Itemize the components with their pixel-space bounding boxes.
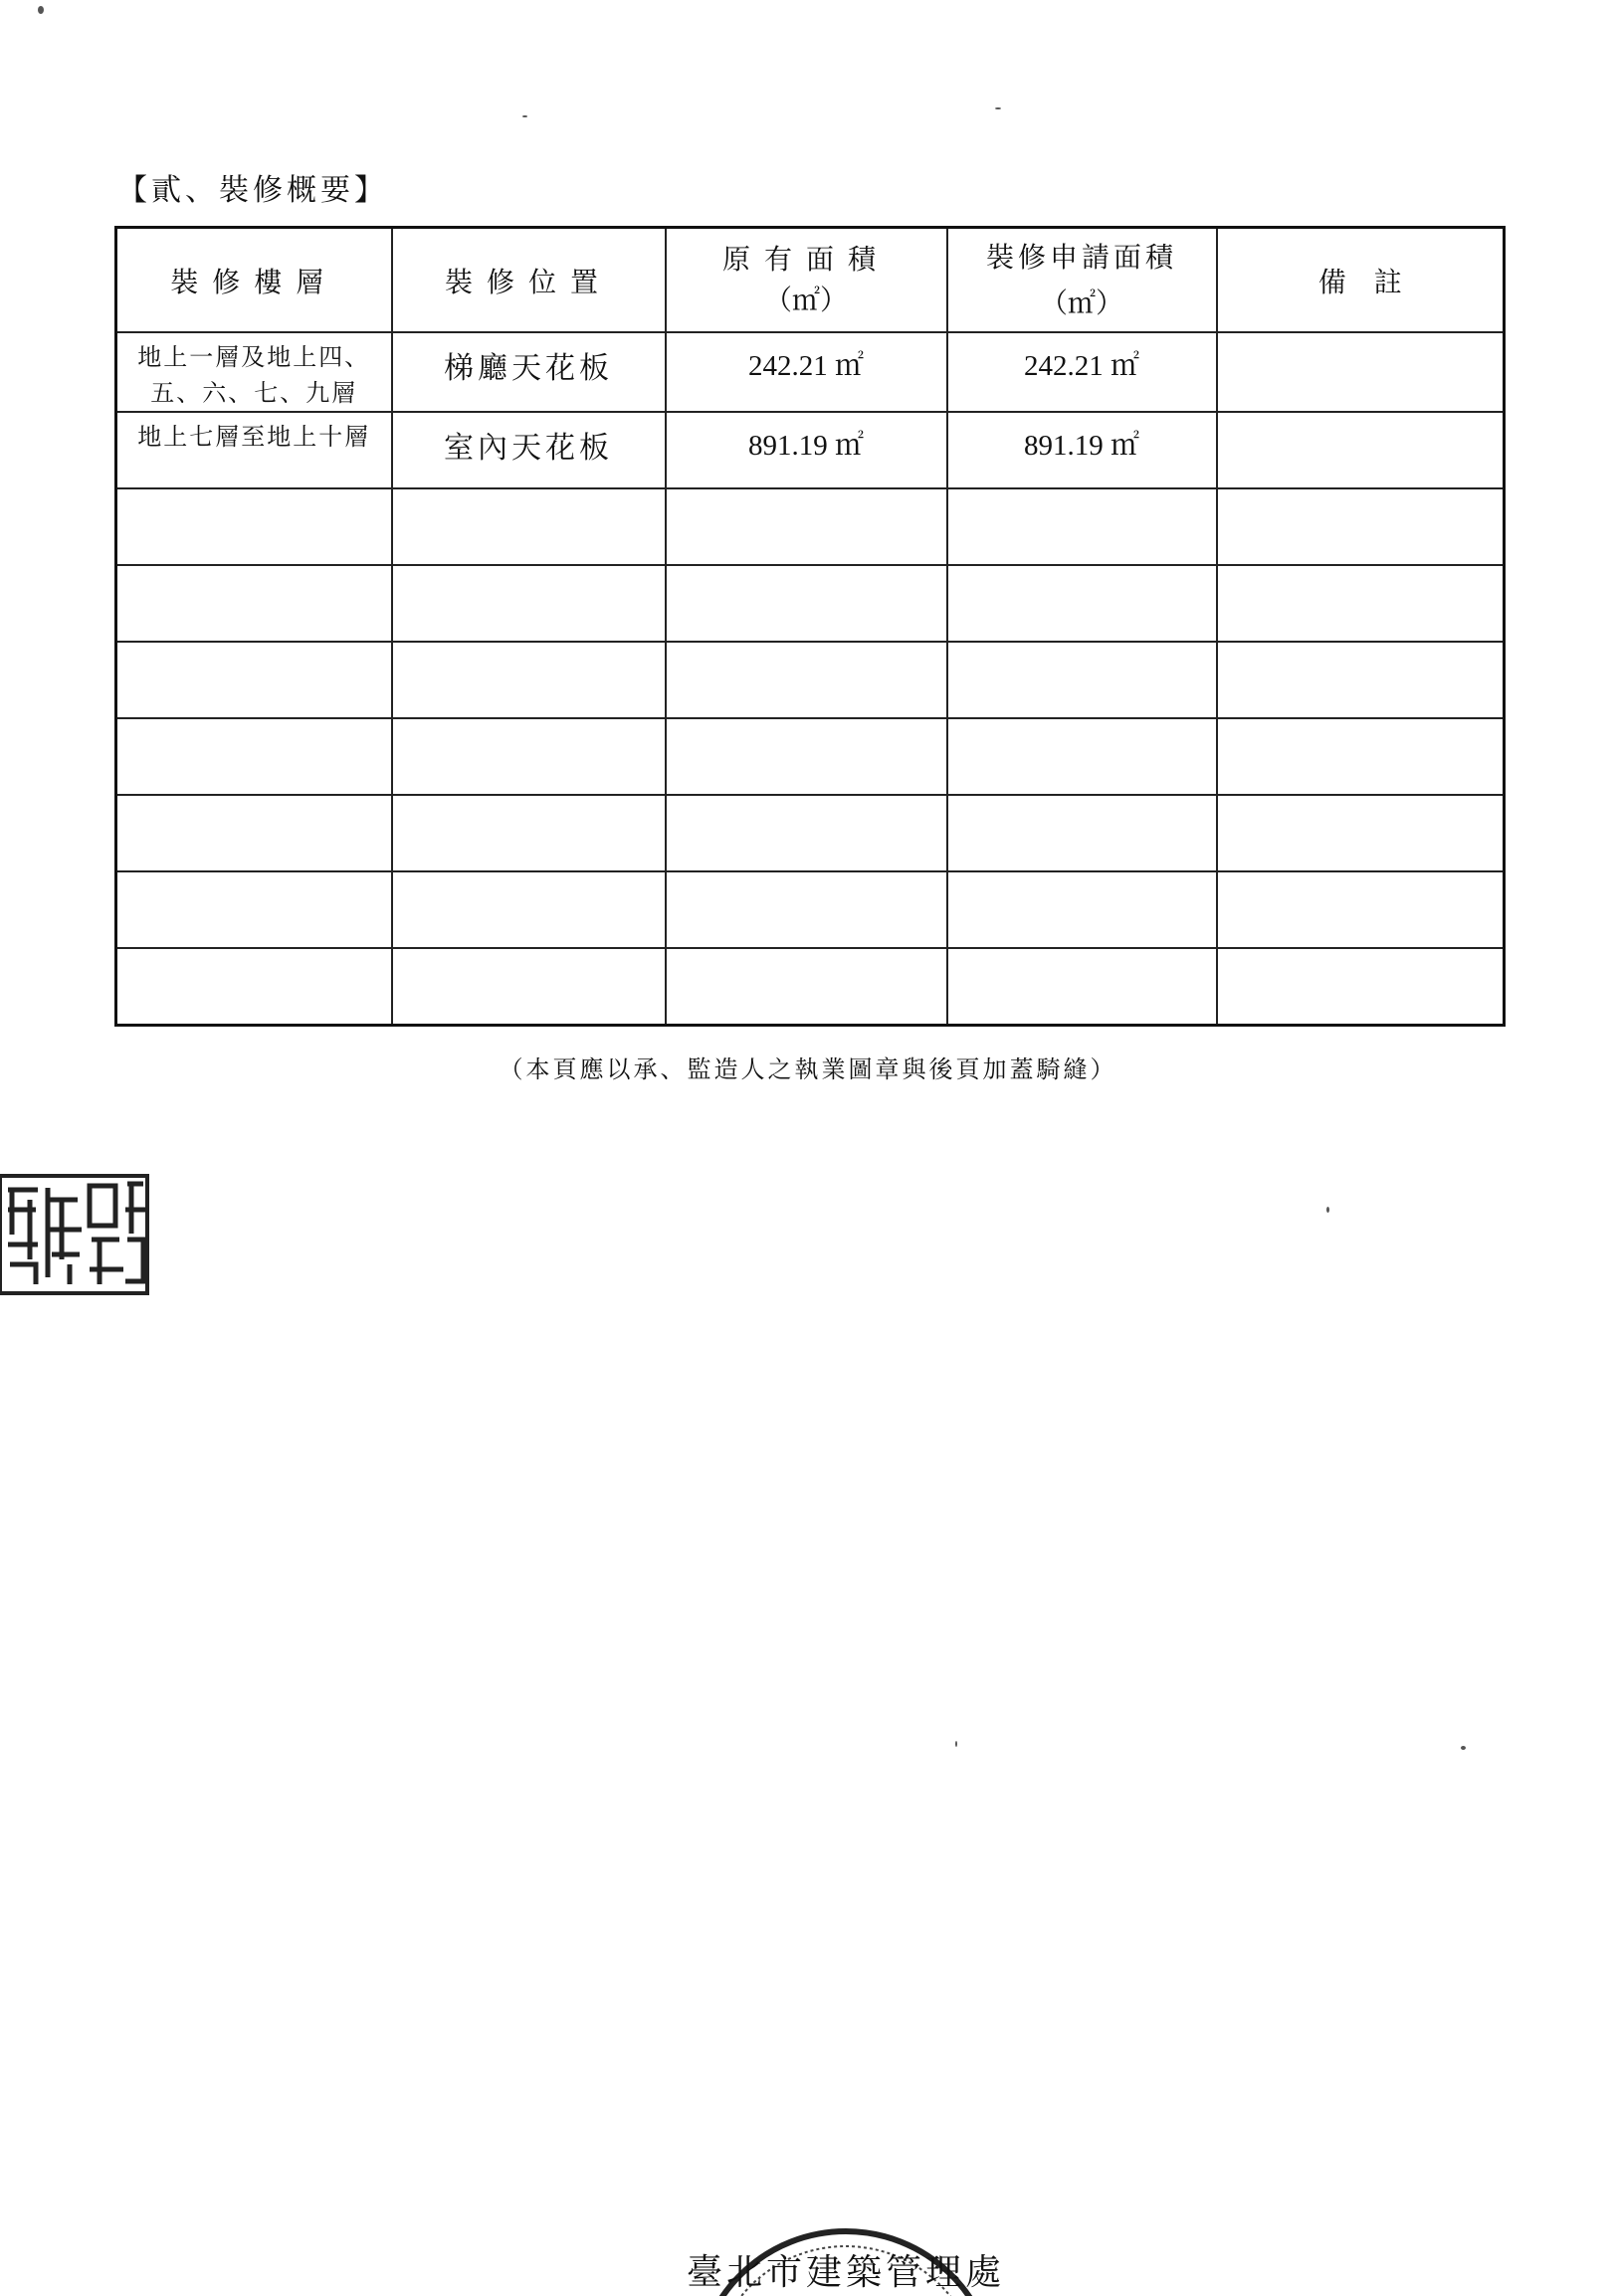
svg-text:臺北市建築管理處: 臺北市建築管理處 bbox=[686, 2252, 1006, 2293]
cell-original-area: 242.21 ㎡ bbox=[666, 332, 947, 412]
renovation-summary-table bbox=[114, 226, 1506, 1027]
scan-speck bbox=[995, 107, 1001, 109]
scan-speck bbox=[522, 115, 527, 117]
cell-applied-area: 242.21 ㎡ bbox=[947, 332, 1217, 412]
empty-row bbox=[116, 488, 1505, 565]
scan-speck bbox=[1326, 1207, 1329, 1213]
scan-speck bbox=[955, 1741, 957, 1747]
cell-applied-area: 891.19 ㎡ bbox=[947, 412, 1217, 488]
empty-row bbox=[116, 565, 1505, 642]
empty-row bbox=[116, 718, 1505, 795]
cell-location: 梯廳天花板 bbox=[392, 332, 666, 412]
header-original-area: 原有面積 （㎡） bbox=[666, 228, 947, 333]
header-applied-area: 裝修申請面積 （㎡） bbox=[947, 228, 1217, 333]
scan-speck bbox=[1461, 1746, 1466, 1750]
scan-speck bbox=[38, 6, 44, 14]
empty-row bbox=[116, 871, 1505, 948]
cell-remarks bbox=[1217, 332, 1505, 412]
header-original-area-unit: （㎡） bbox=[763, 283, 848, 316]
table-row bbox=[116, 332, 1505, 412]
header-location: 裝修位置 bbox=[392, 228, 666, 333]
footnote: （本頁應以承、監造人之執業圖章與後頁加蓋騎縫） bbox=[499, 1055, 1117, 1083]
empty-row bbox=[116, 948, 1505, 1026]
cell-floor: 地上七層至地上十層 bbox=[116, 412, 392, 488]
cell-original-area: 891.19 ㎡ bbox=[666, 412, 947, 488]
cell-location: 室內天花板 bbox=[392, 412, 666, 488]
seal-stamp-left bbox=[0, 1170, 151, 1299]
cell-remarks bbox=[1217, 412, 1505, 488]
header-applied-area-unit: （㎡） bbox=[1039, 286, 1123, 319]
header-remarks: 備 註 bbox=[1217, 228, 1505, 333]
table-header-row bbox=[116, 228, 1505, 333]
empty-row bbox=[116, 642, 1505, 718]
seal-stamp-bottom bbox=[657, 2206, 1035, 2296]
table-row bbox=[116, 412, 1505, 488]
section-title: 【貳、裝修概要】 bbox=[117, 173, 388, 208]
cell-floor: 地上一層及地上四、 五、六、七、九層 bbox=[116, 332, 392, 412]
header-floor: 裝修樓層 bbox=[116, 228, 392, 333]
empty-row bbox=[116, 795, 1505, 871]
